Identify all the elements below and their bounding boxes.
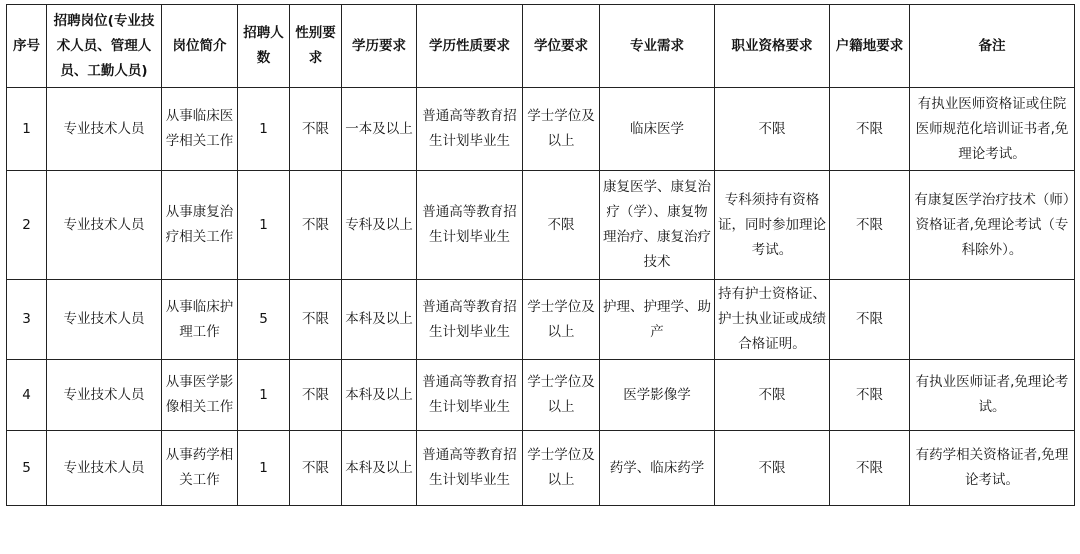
cell-hukou: 不限 xyxy=(830,88,910,171)
cell-seq: 3 xyxy=(7,280,47,360)
cell-degree: 学士学位及以上 xyxy=(523,280,600,360)
cell-qual: 专科须持有资格证，同时参加理论考试。 xyxy=(715,171,830,280)
cell-intro: 从事康复治疗相关工作 xyxy=(162,171,238,280)
cell-edu: 本科及以上 xyxy=(342,431,417,506)
cell-intro: 从事药学相关工作 xyxy=(162,431,238,506)
cell-degree: 不限 xyxy=(523,171,600,280)
header-edu-nature: 学历性质要求 xyxy=(417,5,523,88)
header-seq: 序号 xyxy=(7,5,47,88)
cell-gender: 不限 xyxy=(290,360,342,431)
cell-count: 1 xyxy=(238,171,290,280)
cell-count: 1 xyxy=(238,360,290,431)
cell-hukou: 不限 xyxy=(830,360,910,431)
cell-count: 1 xyxy=(238,431,290,506)
recruitment-table xyxy=(6,4,1075,506)
cell-post: 专业技术人员 xyxy=(47,171,162,280)
cell-hukou: 不限 xyxy=(830,431,910,506)
cell-remark: 有执业医师证者,免理论考试。 xyxy=(910,360,1075,431)
cell-degree: 学士学位及以上 xyxy=(523,360,600,431)
cell-edu-nature: 普通高等教育招生计划毕业生 xyxy=(417,88,523,171)
cell-seq: 2 xyxy=(7,171,47,280)
cell-post: 专业技术人员 xyxy=(47,88,162,171)
cell-major: 康复医学、康复治疗（学）、康复物理治疗、康复治疗技术 xyxy=(600,171,715,280)
cell-edu: 本科及以上 xyxy=(342,280,417,360)
cell-edu-nature: 普通高等教育招生计划毕业生 xyxy=(417,360,523,431)
cell-edu-nature: 普通高等教育招生计划毕业生 xyxy=(417,280,523,360)
cell-qual: 不限 xyxy=(715,431,830,506)
table-row xyxy=(7,431,1075,506)
header-remark: 备注 xyxy=(910,5,1075,88)
cell-degree: 学士学位及以上 xyxy=(523,88,600,171)
cell-edu-nature: 普通高等教育招生计划毕业生 xyxy=(417,431,523,506)
cell-qual: 持有护士资格证、护士执业证或成绩合格证明。 xyxy=(715,280,830,360)
cell-degree: 学士学位及以上 xyxy=(523,431,600,506)
header-hukou: 户籍地要求 xyxy=(830,5,910,88)
header-degree: 学位要求 xyxy=(523,5,600,88)
header-row xyxy=(7,5,1075,88)
cell-major: 护理、护理学、助产 xyxy=(600,280,715,360)
cell-post: 专业技术人员 xyxy=(47,431,162,506)
cell-remark xyxy=(910,280,1075,360)
cell-edu-nature: 普通高等教育招生计划毕业生 xyxy=(417,171,523,280)
table-row xyxy=(7,171,1075,280)
cell-hukou: 不限 xyxy=(830,171,910,280)
table-row xyxy=(7,88,1075,171)
cell-gender: 不限 xyxy=(290,280,342,360)
cell-gender: 不限 xyxy=(290,171,342,280)
header-post: 招聘岗位(专业技术人员、管理人员、工勤人员) xyxy=(47,5,162,88)
header-major: 专业需求 xyxy=(600,5,715,88)
cell-remark: 有康复医学治疗技术（师）资格证者,免理论考试（专科除外）。 xyxy=(910,171,1075,280)
table-row xyxy=(7,280,1075,360)
cell-hukou: 不限 xyxy=(830,280,910,360)
cell-seq: 4 xyxy=(7,360,47,431)
cell-seq: 1 xyxy=(7,88,47,171)
cell-gender: 不限 xyxy=(290,88,342,171)
cell-major: 药学、临床药学 xyxy=(600,431,715,506)
cell-post: 专业技术人员 xyxy=(47,280,162,360)
cell-count: 5 xyxy=(238,280,290,360)
cell-gender: 不限 xyxy=(290,431,342,506)
header-edu: 学历要求 xyxy=(342,5,417,88)
cell-remark: 有药学相关资格证者,免理论考试。 xyxy=(910,431,1075,506)
table-row xyxy=(7,360,1075,431)
cell-post: 专业技术人员 xyxy=(47,360,162,431)
header-qual: 职业资格要求 xyxy=(715,5,830,88)
cell-qual: 不限 xyxy=(715,360,830,431)
cell-edu: 专科及以上 xyxy=(342,171,417,280)
cell-edu: 一本及以上 xyxy=(342,88,417,171)
cell-major: 医学影像学 xyxy=(600,360,715,431)
cell-intro: 从事临床医学相关工作 xyxy=(162,88,238,171)
cell-seq: 5 xyxy=(7,431,47,506)
cell-edu: 本科及以上 xyxy=(342,360,417,431)
cell-intro: 从事临床护理工作 xyxy=(162,280,238,360)
cell-major: 临床医学 xyxy=(600,88,715,171)
header-count: 招聘人数 xyxy=(238,5,290,88)
cell-remark: 有执业医师资格证或住院医师规范化培训证书者,免理论考试。 xyxy=(910,88,1075,171)
cell-count: 1 xyxy=(238,88,290,171)
cell-intro: 从事医学影像相关工作 xyxy=(162,360,238,431)
cell-qual: 不限 xyxy=(715,88,830,171)
header-gender: 性别要求 xyxy=(290,5,342,88)
header-intro: 岗位简介 xyxy=(162,5,238,88)
